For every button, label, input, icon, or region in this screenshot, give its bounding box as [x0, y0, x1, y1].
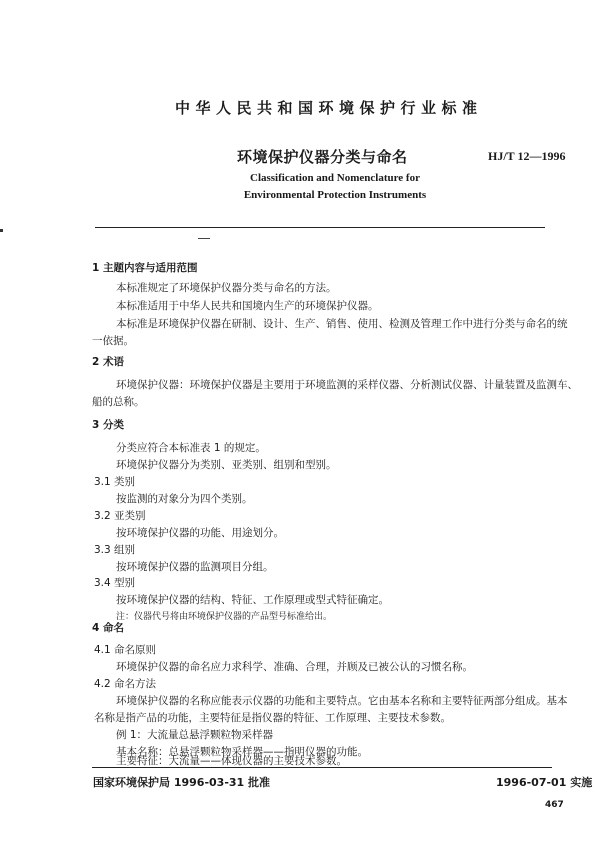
- section-4-1-heading: 4.1 命名原则: [94, 644, 157, 656]
- divider-mark: [198, 238, 210, 239]
- page-number: 467: [545, 800, 564, 810]
- approval-info: 国家环境保护局 1996-03-31 批准: [93, 776, 271, 789]
- section-3-note: 注：仪器代号将由环境保护仪器的产品型号标准给出。: [116, 612, 333, 622]
- section-3-4-text: 按环境保护仪器的结构、特征、工作原理或型式特征确定。: [116, 594, 389, 606]
- section-4-2-text: 环境保护仪器的名称应能表示仪器的功能和主要特点。它由基本名称和主要特征两部分组成。基本: [116, 695, 568, 707]
- document-title-cn: 环境保护仪器分类与命名: [237, 148, 408, 166]
- section-4-2-text-cont: 名称是指产品的功能，主要特征是指仪器的特征、工作原理、主要技术参数。: [94, 712, 451, 724]
- section-1-para-3-cont: 一依据。: [92, 335, 134, 347]
- section-3-heading: 3 分类: [92, 419, 124, 431]
- footer-divider: [92, 767, 552, 768]
- scan-artifact: [0, 229, 3, 232]
- header-divider: [95, 227, 545, 228]
- section-3-3-text: 按环境保护仪器的监测项目分组。: [116, 561, 274, 573]
- title-en-line1: Classification and Nomenclature for: [250, 172, 420, 184]
- section-1-para-3: 本标准是环境保护仪器在研制、设计、生产、销售、使用、检测及管理工作中进行分类与命名的统: [116, 318, 568, 330]
- example-basic-name: 基本名称：总悬浮颗粒物采样器——指明仪器的功能。: [116, 746, 368, 758]
- example-main-feature: 主要特征：大流量——体现仪器的主要技术参数。: [116, 755, 347, 767]
- section-3-2-heading: 3.2 亚类别: [94, 510, 146, 522]
- section-3-para-2: 环境保护仪器分为类别、亚类别、组别和型别。: [116, 459, 337, 471]
- section-1-para-2: 本标准适用于中华人民共和国境内生产的环境保护仪器。: [116, 300, 379, 312]
- section-3-para-1: 分类应符合本标准表 1 的规定。: [116, 442, 266, 454]
- section-3-4-heading: 3.4 型别: [94, 577, 136, 589]
- section-1-para-1: 本标准规定了环境保护仪器分类与命名的方法。: [116, 282, 337, 294]
- section-4-1-text: 环境保护仪器的命名应力求科学、准确、合理，并顾及已被公认的习惯名称。: [116, 661, 473, 673]
- standard-code: HJ/T 12—1996: [488, 149, 566, 163]
- title-en-line2: Environmental Protection Instruments: [243, 189, 427, 201]
- organization-header: 中华人民共和国环境保护行业标准: [175, 99, 483, 117]
- section-3-1-text: 按监测的对象分为四个类别。: [116, 493, 253, 505]
- section-2-para-1: 环境保护仪器：环境保护仪器是主要用于环境监测的采样仪器、分析测试仪器、计量装置及监测车、: [116, 379, 578, 391]
- section-1-heading: 1 主题内容与适用范围: [92, 262, 198, 274]
- example-title: 例 1：大流量总悬浮颗粒物采样器: [116, 729, 274, 741]
- section-4-heading: 4 命名: [92, 622, 124, 634]
- section-3-2-text: 按环境保护仪器的功能、用途划分。: [116, 527, 284, 539]
- section-4-2-heading: 4.2 命名方法: [94, 678, 157, 690]
- section-2-heading: 2 术语: [92, 356, 124, 368]
- document-title-en: [240, 170, 430, 204]
- implementation-date: 1996-07-01 实施: [496, 776, 593, 789]
- section-3-1-heading: 3.1 类别: [94, 476, 136, 488]
- section-2-para-1-cont: 船的总称。: [92, 396, 145, 408]
- section-3-3-heading: 3.3 组别: [94, 544, 136, 556]
